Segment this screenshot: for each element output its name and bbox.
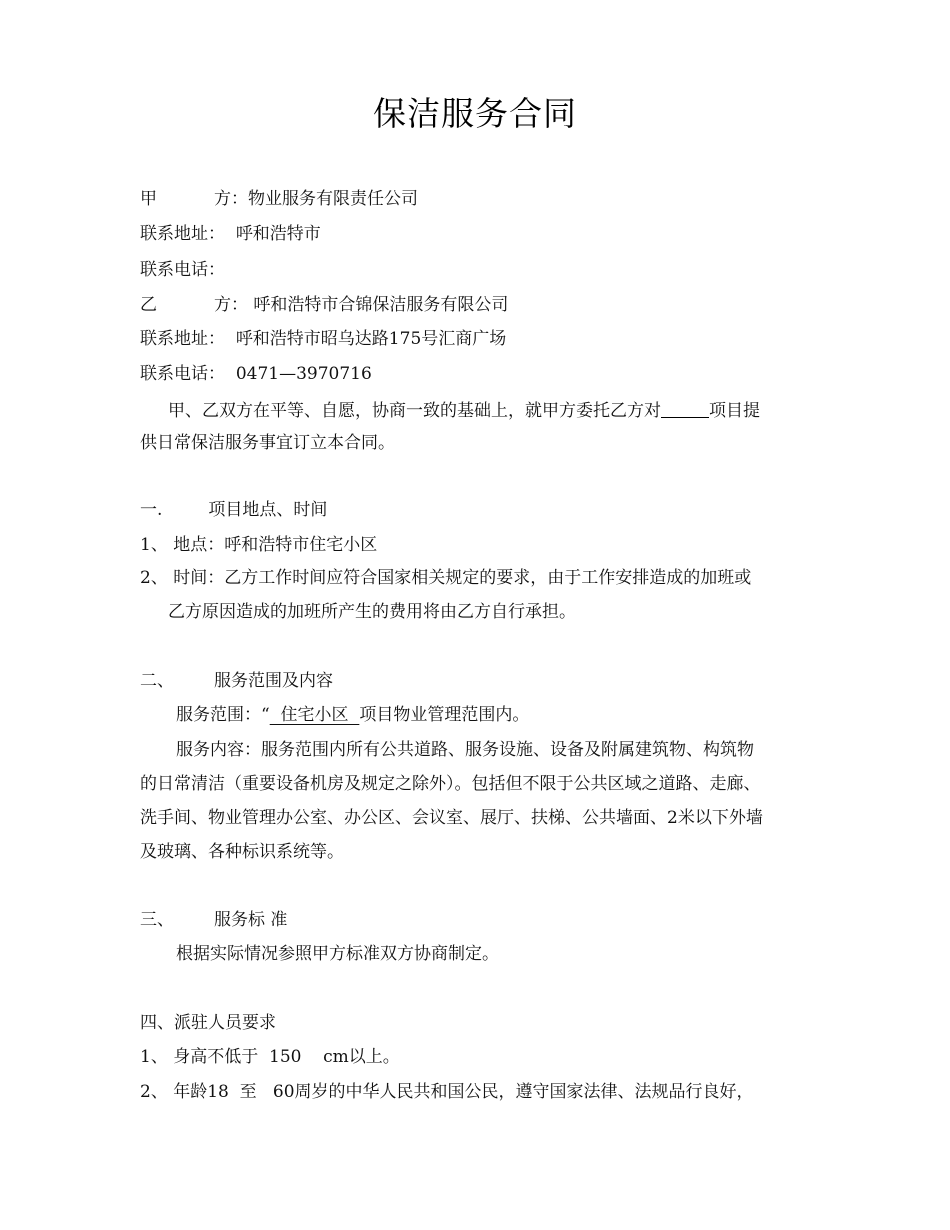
intro-line-2: 供日常保洁服务事宜订立本合同。 xyxy=(140,433,395,453)
section-2-content-line-2: 的日常清洁（重要设备机房及规定之除外）。包括但不限于公共区域之道路、走廊、 xyxy=(140,774,761,794)
party-b-name: 呼和浩特市合锦保洁服务有限公司 xyxy=(253,295,509,315)
section-2-scope xyxy=(176,707,529,724)
party-a-label-2: 方： xyxy=(214,189,248,209)
section-1-title: 项目地点、时间 xyxy=(208,500,328,520)
section-2-content-line-1: 服务内容：服务范围内所有公共道路、服务设施、设备及附属建筑物、构筑物 xyxy=(176,740,754,760)
party-b-phone-label: 联系电话： xyxy=(140,364,225,384)
project-name-blank xyxy=(661,401,709,418)
intro-line-1 xyxy=(168,401,760,420)
section-3-heading xyxy=(140,912,287,929)
section-4-heading: 四、派驻人员要求 xyxy=(140,1013,276,1033)
party-a-address-label: 联系地址： xyxy=(140,224,225,244)
party-a-label-1: 甲 xyxy=(140,189,157,209)
document-title: 保洁服务合同 xyxy=(373,94,577,133)
party-a-name: 物业服务有限责任公司 xyxy=(248,189,418,209)
section-2-content-line-4: 及玻璃、各种标识系统等。 xyxy=(140,842,344,862)
section-3-body: 根据实际情况参照甲方标准双方协商制定。 xyxy=(176,944,499,964)
party-b-label-1: 乙 xyxy=(140,295,157,315)
party-b-address: 呼和浩特市昭乌达路175号汇商广场 xyxy=(235,329,507,349)
section-2-content-line-3: 洗手间、物业管理办公室、办公区、会议室、展厅、扶梯、公共墙面、2米以下外墙 xyxy=(140,808,763,828)
party-b-phone-line xyxy=(140,366,372,383)
party-b-address-line xyxy=(140,331,506,348)
intro-text-before: 甲、乙双方在平等、自愿，协商一致的基础上，就甲方委托乙方对 xyxy=(168,401,661,421)
section-4-item-1-text: 身高不低于 150 cm以上。 xyxy=(173,1047,400,1067)
section-1-item-2-num: 2、 xyxy=(140,568,168,588)
section-2-num: 二、 xyxy=(140,671,174,691)
section-3-num: 三、 xyxy=(140,910,174,930)
section-1-heading xyxy=(140,502,327,519)
section-1-num: 一. xyxy=(140,500,163,520)
party-a-phone-label: 联系电话： xyxy=(140,260,225,280)
party-a-address: 呼和浩特市 xyxy=(235,224,321,244)
party-b-label-2: 方： xyxy=(214,295,248,315)
section-1-item-1-num: 1、 xyxy=(140,535,168,555)
party-b-name-line xyxy=(140,297,508,314)
party-a-address-line xyxy=(140,226,321,243)
section-4-item-1 xyxy=(140,1049,400,1066)
party-a-name-line xyxy=(140,191,418,208)
section-4-item-2-text: 年龄18 至 60周岁的中华人民共和国公民，遵守国家法律、法规品行良好， xyxy=(173,1082,754,1102)
section-2-heading xyxy=(140,673,333,690)
section-3-title: 服务标 准 xyxy=(214,910,288,930)
section-2-title: 服务范围及内容 xyxy=(214,671,333,691)
section-1-item-1-text: 地点：呼和浩特市住宅小区 xyxy=(173,535,378,555)
party-b-phone: 0471—3970716 xyxy=(235,364,372,384)
scope-after: 项目物业管理范围内。 xyxy=(359,705,530,725)
section-1-item-1 xyxy=(140,537,377,554)
party-b-address-label: 联系地址： xyxy=(140,329,225,349)
section-4-item-1-num: 1、 xyxy=(140,1047,168,1067)
scope-label: 服务范围：“ xyxy=(176,705,270,725)
section-4-item-2-num: 2、 xyxy=(140,1082,168,1102)
section-1-item-2-cont: 乙方原因造成的加班所产生的费用将由乙方自行承担。 xyxy=(168,602,576,622)
scope-area: 住宅小区 xyxy=(269,705,360,725)
section-1-item-2-text: 时间：乙方工作时间应符合国家相关规定的要求，由于工作安排造成的加班或 xyxy=(173,568,752,588)
section-1-item-2 xyxy=(140,570,751,587)
party-a-phone-line xyxy=(140,262,225,279)
intro-text-after: 项目提 xyxy=(709,401,760,421)
section-4-item-2 xyxy=(140,1084,754,1101)
